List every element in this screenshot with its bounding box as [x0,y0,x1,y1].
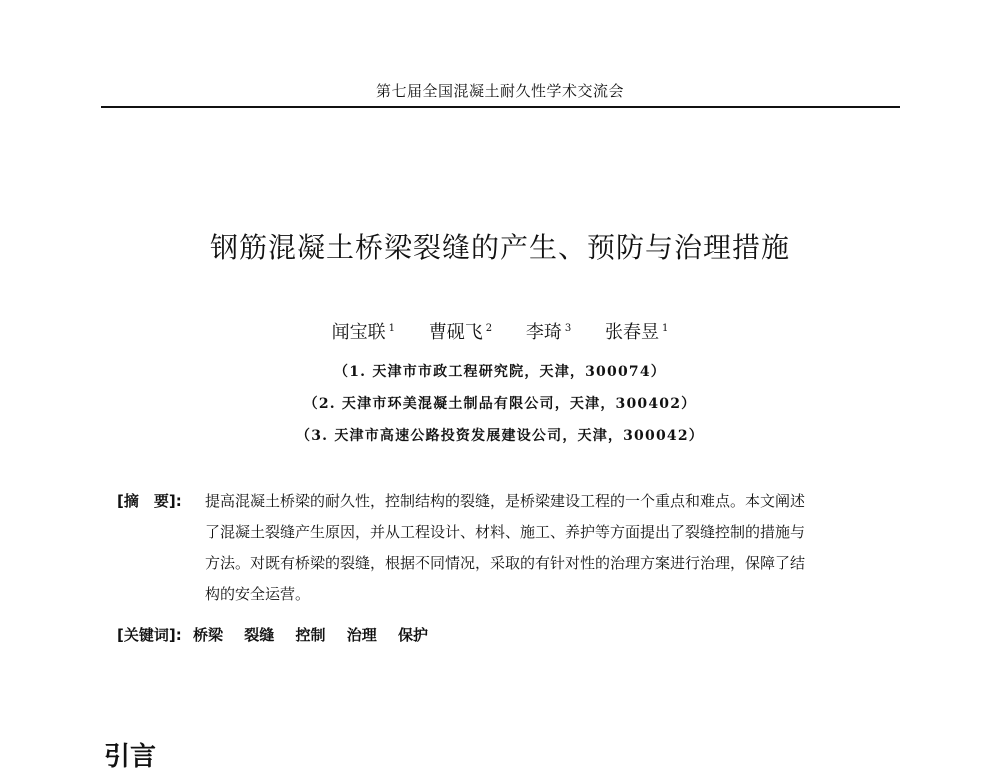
abstract-line: 了混凝土裂缝产生原因，并从工程设计、材料、施工、养护等方面提出了裂缝控制的措施与 [205,523,806,541]
author: 李琦 $^3$ [525,322,572,343]
keyword: 控制 [295,626,326,644]
paper-title: 钢筋混凝土桥梁裂缝的产生、预防与治理措施 [209,231,790,264]
affiliation: （3. 天津市高速公路投资发展建设公司，天津，300042） [296,428,704,444]
author: 曹砚飞 $^2$ [428,322,493,343]
abstract-line: 提高混凝土桥梁的耐久性，控制结构的裂缝，是桥梁建设工程的一个重点和难点。本文阐述 [205,492,806,510]
author: 张春昱 $^1$ [604,322,669,343]
keyword: 治理 [346,626,377,644]
abstract-line: 构的安全运营。 [205,585,311,603]
keyword: 保护 [397,626,428,644]
section-heading: 引言 [104,742,157,772]
keywords [117,624,444,645]
author-list [0,318,1000,344]
affiliation: （2. 天津市环美混凝土制品有限公司，天津，300402） [303,396,697,412]
keywords-label: [关键词]: [117,626,182,644]
keyword: 桥梁 [192,626,223,644]
author: 闻宝联 $^1$ [331,322,396,343]
keyword: 裂缝 [244,626,275,644]
abstract-label: [摘 要]: [117,492,182,510]
abstract-line: 方法。对既有桥梁的裂缝，根据不同情况，采取的有针对性的治理方案进行治理，保障了结 [205,554,806,572]
header-rule [101,106,900,108]
affiliation: （1. 天津市市政工程研究院，天津，300074） [334,364,666,380]
running-head: 第七届全国混凝土耐久性学术交流会 [375,82,624,100]
